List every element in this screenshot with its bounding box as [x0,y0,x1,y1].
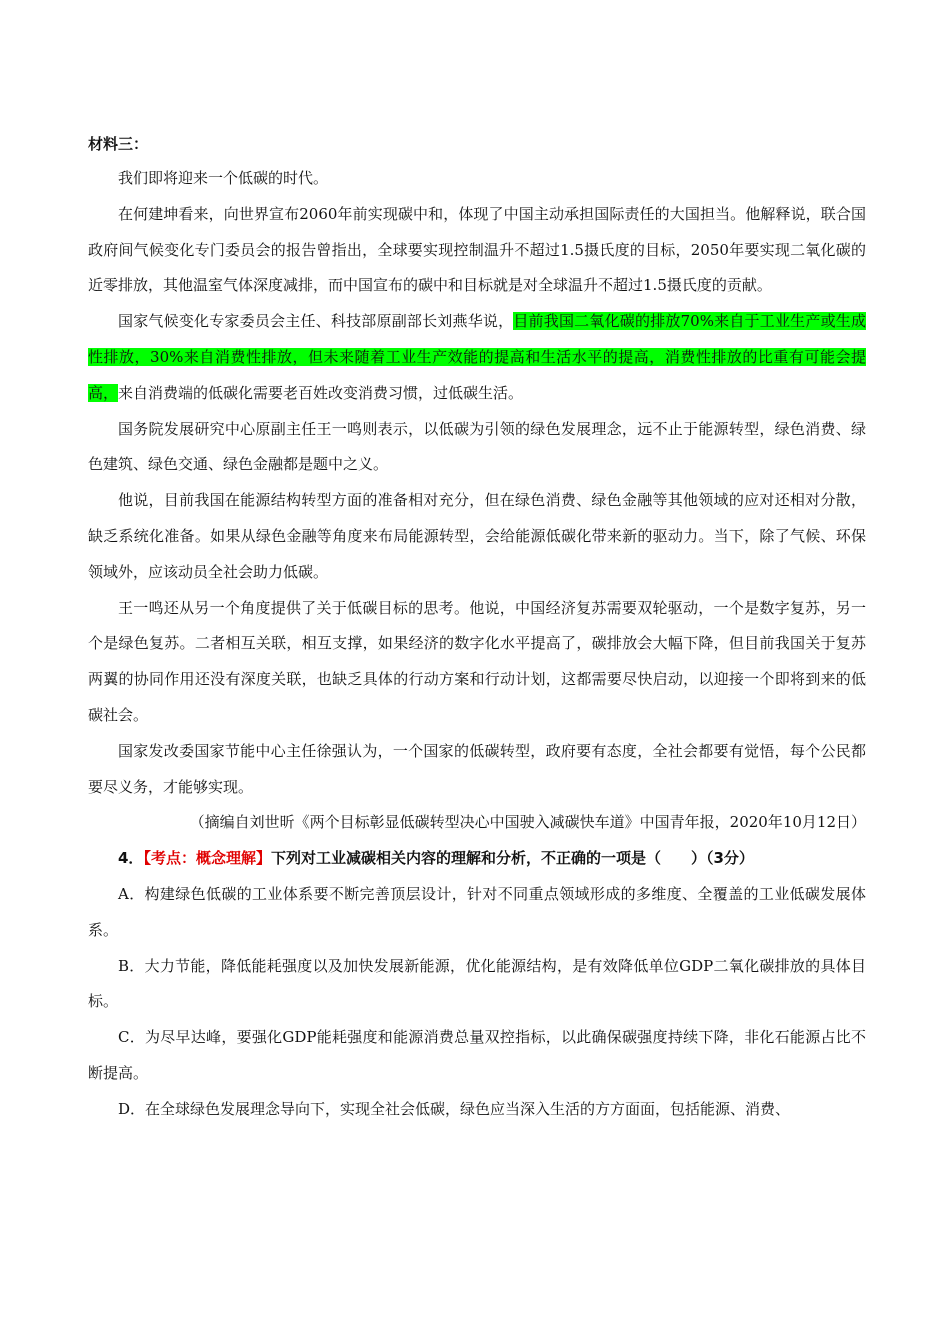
paragraph-4: 国务院发展研究中心原副主任王一鸣则表示，以低碳为引领的绿色发展理念，远不止于能源转型，绿色消费、绿色建筑、绿色交通、绿色金融都是题中之义。 [88,419,866,474]
question-stem [88,841,866,877]
paragraph-6: 王一鸣还从另一个角度提供了关于低碳目标的思考。他说，中国经济复苏需要双轮驱动，一个是数字复苏，另一个是绿色复苏。二者相互关联，相互支撑，如果经济的数字化水平提高了，碳排放会大幅下降，但目前我国关于复苏两翼的协同作用还没有深度关联，也缺乏具体的行动方案和行动计划，这都需要尽快启动，以迎接一个即将到来的低碳社会。 [88,598,866,724]
paragraph-7: 国家发改委国家节能中心主任徐强认为，一个国家的低碳转型，政府要有态度，全社会都要有觉悟，每个公民都要尽义务，才能够实现。 [88,741,866,796]
paragraph-3 [88,304,866,411]
paragraph-3-lead: 国家气候变化专家委员会主任、科技部原副部长刘燕华说， [118,312,514,331]
option-a: A．构建绿色低碳的工业体系要不断完善顶层设计，针对不同重点领域形成的多维度、全覆盖的工业低碳发展体系。 [88,884,866,939]
paragraph-2: 在何建坤看来，向世界宣布2060年前实现碳中和，体现了中国主动承担国际责任的大国担当。他解释说，联合国政府间气候变化专门委员会的报告曾指出，全球要实现控制温升不超过1.5摄氏度的目标，2050年要实现二氧化碳的近零排放，其他温室气体深度减排，而中国宣布的碳中和目标就是对全球温升不超过1.5摄氏度的贡献。 [88,204,866,295]
paragraph-3-tail: 来自消费端的低碳化需要老百姓改变消费习惯，过低碳生活。 [118,383,524,402]
option-c: C．为尽早达峰，要强化GDP能耗强度和能源消费总量双控指标，以此确保碳强度持续下降，非化石能源占比不断提高。 [88,1028,866,1082]
question-tag: 【考点：概念理解】 [143,849,271,868]
source-citation: （摘编自刘世昕《两个目标彰显低碳转型决心中国驶入减碳快车道》中国青年报，2020年10月12日） [189,813,866,832]
option-b: B．大力节能，降低能耗强度以及加快发展新能源，优化能源结构，是有效降低单位GDP二氧化碳排放的具体目标。 [88,956,866,1011]
option-d: D．在全球绿色发展理念导向下，实现全社会低碳，绿色应当深入生活的方方面面，包括能源、消费、 [118,1099,791,1118]
material-title: 材料三： [88,135,149,153]
paragraph-1: 我们即将迎来一个低碳的时代。 [118,169,329,187]
question-number: 4． [118,849,144,868]
document-body [88,127,866,1128]
paragraph-5: 他说，目前我国在能源结构转型方面的准备相对充分，但在绿色消费、绿色金融等其他领域的应对还相对分散，缺乏系统化准备。如果从绿色金融等角度来布局能源转型，会给能源低碳化带来新的驱动力。当下，除了气候、环保领域外，应该动员全社会助力低碳。 [88,491,866,581]
highlighted-text: 目前我国二氧化碳的排放70%来自于工业生产或生成性排放，30%来自消费性排放，但未来随着工业生产效能的提高和生活水平的提高，消费性排放的比重有可能会提高， [88,312,866,402]
question-text: 下列对工业减碳相关内容的理解和分析，不正确的一项是（ ）（3分） [270,849,754,868]
